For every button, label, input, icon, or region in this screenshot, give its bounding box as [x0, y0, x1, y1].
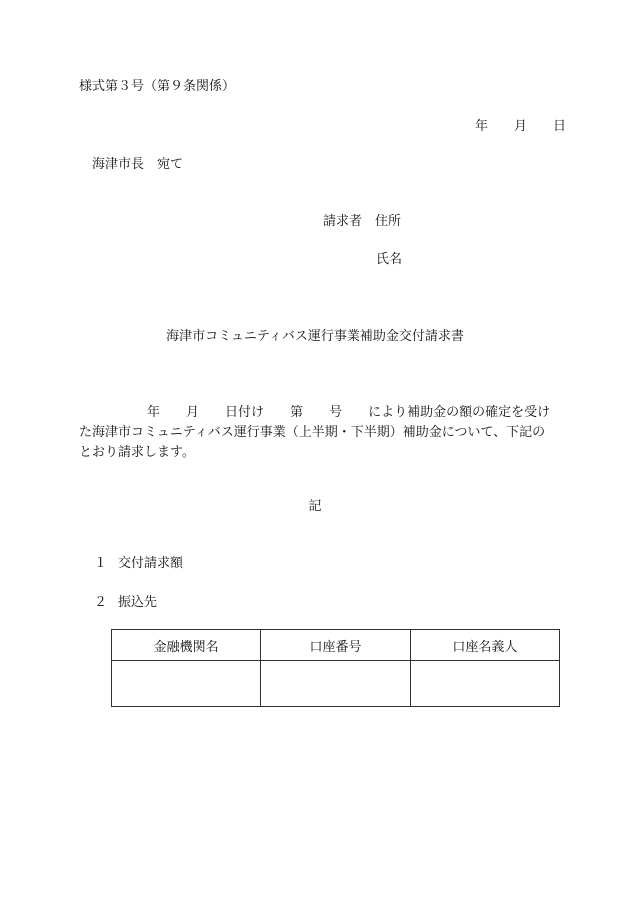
table-row — [112, 661, 560, 707]
item-transfer-destination — [94, 596, 157, 609]
cell-account-number[interactable] — [261, 661, 410, 707]
cell-bank-name[interactable] — [112, 661, 261, 707]
ki-heading: 記 — [308, 499, 322, 514]
body-line-1-rest: により補助金の額の確定を受け — [368, 405, 551, 420]
item-number: ２ — [94, 595, 108, 610]
body-go: 号 — [329, 405, 343, 420]
header-account-number: 口座番号 — [261, 630, 410, 661]
item-label: 交付請求額 — [118, 556, 184, 571]
date-month-label: 月 — [513, 119, 527, 134]
applicant-name-label: 氏名 — [376, 252, 403, 267]
body-line-1 — [79, 403, 569, 423]
date-line — [475, 120, 566, 133]
body-dated: 日付け — [225, 405, 265, 420]
body-line-2: た海津市コミュニティバス運行事業（上半期・下半期）補助金について、下記の — [79, 425, 546, 440]
request-body-text — [79, 403, 569, 463]
addressee: 海津市長 宛て — [92, 157, 184, 172]
bank-account-table — [111, 629, 560, 707]
body-year: 年 — [147, 405, 161, 420]
applicant-address-label: 請求者 住所 — [323, 214, 402, 229]
table-header-row — [112, 630, 560, 661]
item-request-amount — [94, 557, 183, 570]
date-day-label: 日 — [552, 119, 566, 134]
header-bank-name: 金融機関名 — [112, 630, 261, 661]
item-number: １ — [94, 556, 108, 571]
body-month: 月 — [186, 405, 200, 420]
document-title: 海津市コミュニティバス運行事業補助金交付請求書 — [166, 329, 464, 344]
item-label: 振込先 — [118, 595, 158, 610]
date-year-label: 年 — [474, 119, 488, 134]
form-number: 様式第３号（第９条関係） — [79, 79, 236, 94]
header-account-holder: 口座名義人 — [410, 630, 559, 661]
body-line-3: とおり請求します。 — [79, 445, 195, 460]
cell-account-holder[interactable] — [410, 661, 559, 707]
body-dai: 第 — [290, 405, 304, 420]
